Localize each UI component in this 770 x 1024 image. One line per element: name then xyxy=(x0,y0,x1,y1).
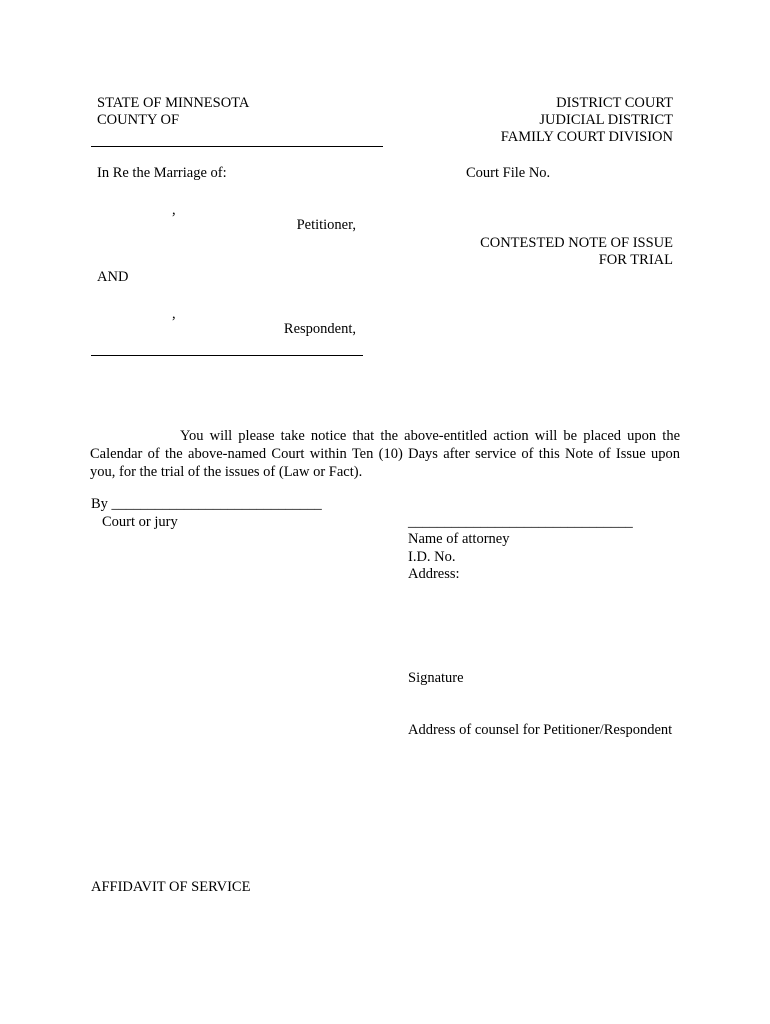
caption-underline xyxy=(91,355,363,356)
notice-paragraph xyxy=(90,427,680,481)
respondent-name-comma: , xyxy=(172,306,176,322)
notice-text: You will please take notice that the above-entitled action will be placed upon the Calendar of the above-named Court within Ten (10) Days after service of this Note of Issue upon you, for the trial of the issues of (Law or Fact). xyxy=(90,428,680,480)
address-label: Address: xyxy=(408,566,460,582)
district-label: JUDICIAL DISTRICT xyxy=(539,112,673,128)
division-label: FAMILY COURT DIVISION xyxy=(500,129,673,145)
address-of-counsel-label: Address of counsel for Petitioner/Respondent xyxy=(408,722,673,738)
by-line: By _____________________________ xyxy=(91,496,322,512)
affidavit-heading: AFFIDAVIT OF SERVICE xyxy=(91,879,251,895)
court-file-label: Court File No. xyxy=(466,165,551,181)
petitioner-label: Petitioner, xyxy=(296,217,356,233)
court-label: DISTRICT COURT xyxy=(556,95,673,111)
county-label: COUNTY OF xyxy=(97,112,180,128)
state-label: STATE OF MINNESOTA xyxy=(97,95,250,111)
id-no-label: I.D. No. xyxy=(408,549,456,565)
and-label: AND xyxy=(97,269,129,285)
petitioner-name-comma: , xyxy=(172,202,176,218)
document-title-line2: FOR TRIAL xyxy=(598,252,673,268)
name-of-attorney-label: Name of attorney xyxy=(408,531,510,547)
respondent-label: Respondent, xyxy=(283,321,356,337)
attorney-signature-line: _______________________________ xyxy=(408,514,633,530)
document-title-line1: CONTESTED NOTE OF ISSUE xyxy=(480,235,673,251)
signature-label: Signature xyxy=(408,670,464,686)
in-re-label: In Re the Marriage of: xyxy=(97,165,227,181)
county-underline xyxy=(91,146,383,147)
court-or-jury-label: Court or jury xyxy=(102,514,178,530)
